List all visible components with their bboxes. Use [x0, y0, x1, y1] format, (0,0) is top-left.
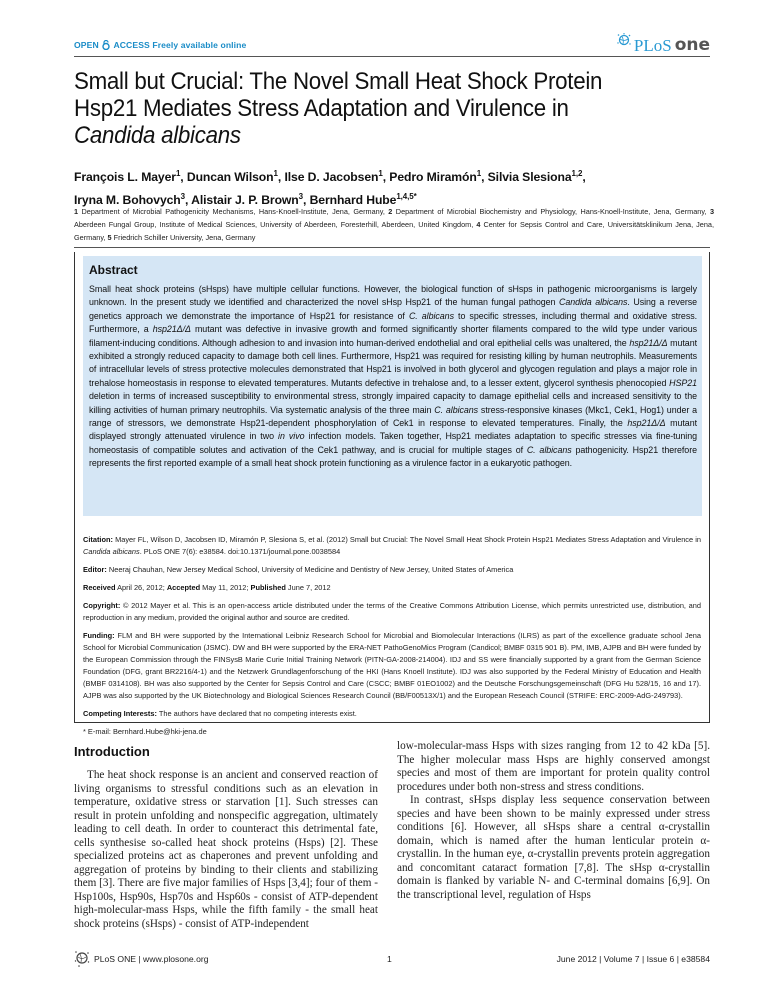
funding: Funding: FLM and BH were supported by the International Leibniz Research School for Microbial and Biomolecular Interactions (ILRS) as part of the excellence graduate school Jena School for Microbial Communication (JSMC). DW and BH were supported by the ERA-NET PathoGenoMics Program (Candicol; BMBF 0315 901 B). PM, IMB, AJPB and BH were funded by the European Commission through the FINSysB Marie Curie Initial Training Network (PITN-GA-2008-214004). IDJ and SS were financially supported by a grant from the German Science Foundation (DFG, grant BR2216/4-1) and the Netzwerk Grundlagenforschung of the HKI (Hans Knoell Institute). IDJ was also supported by the Federal Ministry of Education and Health (BMBF 0314108). BH was also supported by the Center for Sepsis Control and Care (CSCC; BMBF 01EO1002) and the Deutsche Forschungsgemeinschaft (DFG Hu 528/15, 16 and 17). AJPB was also supported by the UK Biotechnology and Biological Sciences Research Council (BB/F00513X/1) and the European Reseach Council (STRIFE: ERC-2009-AdG-249793). [83, 631, 701, 700]
plos-one-logo [617, 30, 710, 54]
author: Duncan Wilson$^1$ [186, 169, 278, 185]
copyright: Copyright: © 2012 Mayer et al. This is an open-access article distributed under the terms of the Creative Commons Attribution License, which permits unrestricted use, distribution, and reproduction in any medium, provided the original author and source are credited. [83, 601, 701, 622]
citation: Citation: Mayer FL, Wilson D, Jacobsen ID, Miramón P, Slesiona S, et al. (2012) Small but Crucial: The Novel Small Heat Shock Protein Hsp21 Mediates Stress Adaptation and Virulence in Candida albicans. PLoS ONE 7(6): e38584. doi:10.1371/journal.pone.0038584 [83, 535, 701, 556]
author: Bernhard Hube$^{1,4,5*}$ [309, 192, 417, 208]
article-title [74, 68, 669, 149]
author: Alistair J. P. Brown$^3$ [191, 192, 303, 208]
corresponding-author-mark: * [413, 192, 417, 202]
access-label: ACCESS [113, 40, 150, 50]
freely-available-label: Freely available online [152, 40, 247, 50]
editor: Editor: Neeraj Chauhan, New Jersey Medical School, University of Medicine and Dentistry of New Jersey, United States of America [83, 565, 514, 574]
title-line-2: Hsp21 Mediates Stress Adaptation and Virulence in [74, 95, 569, 122]
plos-globe-icon [617, 33, 631, 47]
body-column-left [74, 769, 378, 931]
open-label: OPEN [74, 40, 99, 50]
footer-journal [74, 950, 208, 968]
author: François L. Mayer$^1$ [74, 169, 181, 185]
body-column-right [397, 740, 710, 902]
dates: Received April 26, 2012; Accepted May 11, 2012; Published June 7, 2012 [83, 583, 331, 592]
journal-header [74, 30, 710, 57]
page-footer [74, 948, 710, 968]
author: Pedro Miramón$^1$ [389, 169, 482, 185]
logo-one-word: one [674, 35, 710, 55]
affiliations-divider [74, 247, 710, 248]
email-link[interactable]: Bernhard.Hube@hki-jena.de [112, 727, 207, 736]
intro-paragraph-1: The heat shock response is an ancient and conserved reaction of living organisms to stressful conditions such as an elevation in temperature, oxidative stress or starvation [1]. Such stresses can result in protein unfolding and nonspecific aggregation, ultimately leading to cell death. In order to counteract this detrimental fate, cells synthesise so-called heat shock proteins (Hsps) [2]. These specialized proteins act as chaperones and prevent unfolding and aggregation of proteins by binding to their clients and stabilizing them [3]. There are five major families of Hsps [3,4]; four of them - Hsp100s, Hsp90s, Hsp70s and Hsp60s - consist of ATP-dependent high-molecular-mass Hsps, while the fifth family - the small heat shock proteins (sHsps) - consist of ATP-independent [74, 769, 378, 930]
title-line-1: Small but Crucial: The Novel Small Heat Shock Protein [74, 68, 603, 95]
title-species: Candida albicans [74, 122, 241, 149]
article-metadata [83, 534, 701, 744]
affiliations: 1 Department of Microbial Pathogenicity Mechanisms, Hans-Knoell-Institute, Jena, Germany, 2 Department of Microbial Biochemistry and Physiology, Hans-Knoell-Institute, Jena, Germany, 3 Aberdeen Fungal Group, Institute of Medical Sciences, University of Aberdeen, Foresterhill, Aberdeen, United Kingdom, 4 Center for Sepsis Control and Care, Universitätsklinikum Jena, Jena, Germany, 5 Friedrich Schiller University, Jena, Germany [74, 207, 715, 242]
intro-paragraph-continued: low-molecular-mass Hsps with sizes ranging from 12 to 42 kDa [5]. The higher molecular mass Hsps are highly conserved amongst species and most of them are important for protein quality control procedures under both non-stress and stress conditions. [397, 740, 710, 793]
logo-one-text [675, 37, 710, 54]
open-access-banner [74, 40, 246, 50]
author: Ilse D. Jacobsen$^1$ [284, 169, 383, 185]
corresponding-email: * E-mail: Bernhard.Hube@hki-jena.de [83, 727, 207, 736]
competing-interests: Competing Interests: The authors have declared that no competing interests exist. [83, 709, 357, 718]
introduction-heading: Introduction [74, 744, 150, 759]
author: Silvia Slesiona$^{1,2}$ [487, 169, 583, 185]
author-list: François L. Mayer$^1$, Duncan Wilson$^1$, Ilse D. Jacobsen$^1$, Pedro Miramón$^1$, Silvia Slesiona$^{1,2}$, Iryna M. Bohovych$^3$, Alistair J. P. Brown$^3$, Bernhard Hube$^{1,4,5*}$ [74, 169, 586, 208]
intro-paragraph-2: In contrast, sHsps display less sequence conservation between species and have been shown to be mainly expressed under stress conditions [6]. However, all sHsps share a central α-crystallin domain, which is named after the human lenticular protein α-crystallin. In the human eye, α-crystallin prevents protein aggregation and concomitant cataract formation [7,8]. The sHsp α-crystallin domain is flanked by variable N- and C-terminal domains [6,9]. On the transcriptional level, regulation of Hsps [397, 794, 710, 901]
abstract-section [83, 256, 702, 516]
author: Iryna M. Bohovych$^3$ [74, 192, 186, 208]
abstract-heading: Abstract [89, 263, 138, 277]
plos-globe-icon [74, 950, 90, 968]
abstract-text: Small heat shock proteins (sHsps) have multiple cellular functions. However, the biological function of sHsps in pathogenic microorganisms is largely unknown. In the present study we identified and characterized the novel sHsp Hsp21 of the human fungal pathogen Candida albicans. Using a reverse genetics approach we demonstrate the importance of Hsp21 for resistance of C. albicans to specific stresses, including thermal and oxidative stress. Furthermore, a hsp21Δ/Δ mutant was defective in invasive growth and formed significantly shorter filaments compared to the wild type under various filament-inducing conditions. Although adhesion to and invasion into human-derived endothelial and oral epithelial cells was unaltered, the hsp21Δ/Δ mutant exhibited a strongly reduced capacity to damage both cell lines. Furthermore, Hsp21 was required for resisting killing by human neutrophils. Measurements of intracellular levels of stress protective molecules demonstrated that Hsp21 is involved in both glycerol and glycogen regulation and plays a major role in trehalose homeostasis in response to elevated temperatures. Mutants defective in trehalose and, to a lesser extent, glycerol synthesis phenocopied HSP21 deletion in terms of increased susceptibility to environmental stress, strongly impaired capacity to damage epithelial cells and increased sensitivity to the killing activities of human primary neutrophils. Via systematic analysis of the three main C. albicans stress-responsive kinases (Mkc1, Cek1, Hog1) under a range of stressors, we demonstrate Hsp21-dependent phosphorylation of Cek1 in response to elevated temperatures. Finally, the hsp21Δ/Δ mutant displayed strongly attenuated virulence in two in vivo infection models. Taken together, Hsp21 mediates adaptation to specific stresses via fine-tuning homeostasis of compatible solutes and activation of the Cek1 pathway, and is crucial for multiple stages of C. albicans pathogenicity. Hsp21 therefore represents the first reported example of a small heat shock protein functioning as a virulence factor in a eukaryotic pathogen. [89, 284, 698, 469]
page-number: 1 [387, 954, 392, 964]
logo-plos-text: PLoS [633, 36, 672, 55]
footer-issue-info: June 2012 | Volume 7 | Issue 6 | e38584 [556, 954, 710, 964]
footer-journal-text: PLoS ONE | www.plosone.org [94, 954, 209, 964]
open-access-lock-icon [102, 40, 110, 50]
front-matter-box [74, 252, 710, 736]
